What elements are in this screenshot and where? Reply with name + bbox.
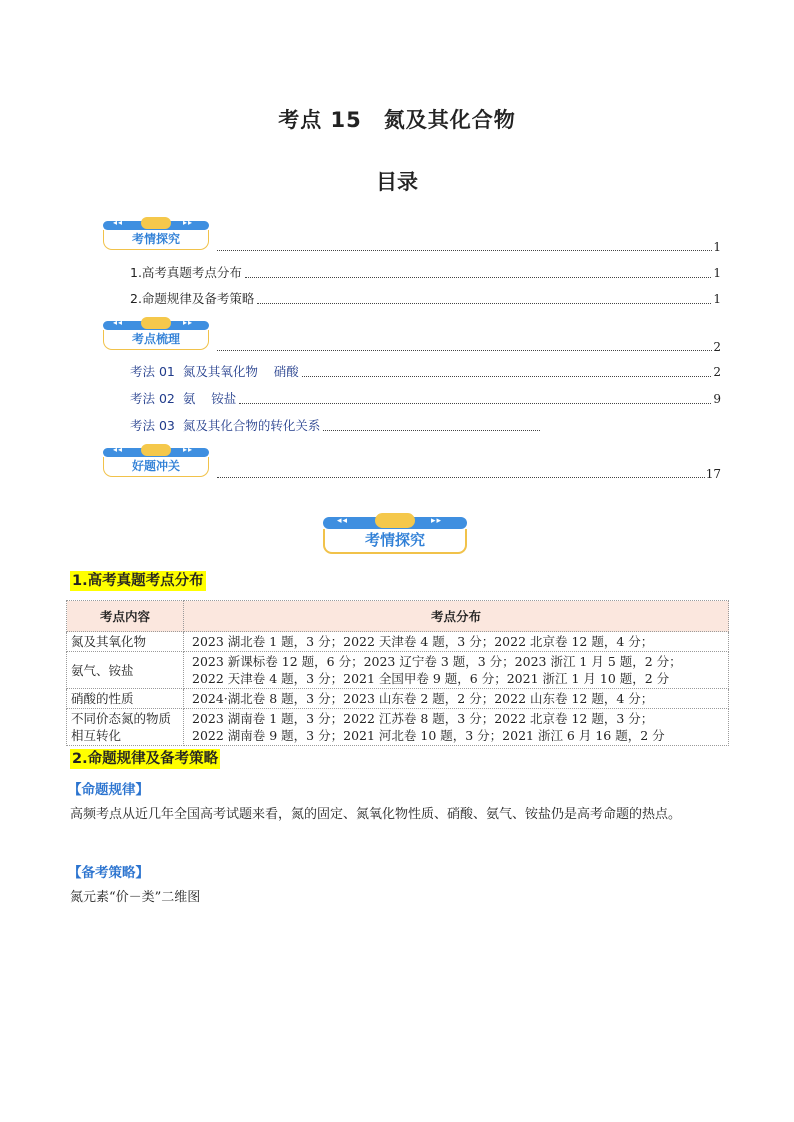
distribution-cell <box>184 652 729 689</box>
dot-leader <box>217 477 705 478</box>
toc-entry-explore[interactable] <box>215 240 721 254</box>
badge-practice-label: 好题冲关 <box>103 457 209 477</box>
toc-label: 1.高考真题考点分布 <box>130 265 242 280</box>
toc-label: 考法 01 氮及其氧化物 硝酸 <box>130 364 299 379</box>
toc-label: 2.命题规律及备考策略 <box>130 291 255 306</box>
title-prefix: 考点 15 <box>278 108 362 132</box>
topic-cell: 氮及其氧化物 <box>67 632 184 652</box>
dot-leader <box>217 250 712 251</box>
rule-text: 高频考点从近几年全国高考试题来看，氮的固定、氮氧化物性质、硝酸、氨气、铵盐仍是高考命题的热点。 <box>70 807 682 822</box>
toc-page: 9 <box>713 392 721 406</box>
badge-explore: ◂◂ ▸▸ 考情探究 <box>103 221 209 251</box>
distribution-line: 2023 新课标卷 12 题，6 分；2023 辽宁卷 3 题，3 分；2023 浙江 1 月 5 题，2 分； <box>192 654 682 669</box>
badge-review-label: 考点梳理 <box>103 330 209 350</box>
badge-practice: ◂◂ ▸▸ 好题冲关 <box>103 448 209 478</box>
distribution-line: 2022 湖南卷 9 题，3 分；2021 河北卷 10 题，3 分；2021 浙江 6 月 16 题，2 分 <box>192 728 665 743</box>
distribution-cell <box>184 709 729 746</box>
strategy-title: 【备考策略】 <box>68 865 149 881</box>
dot-leader <box>245 277 711 278</box>
toc-entry-law3[interactable] <box>130 418 542 434</box>
toc-page: 1 <box>713 240 721 254</box>
section-badge-explore: ◂◂ ▸▸ 考情探究 <box>323 517 467 555</box>
column-header: 考点内容 <box>67 601 184 632</box>
toc-label: 考法 02 氨 铵盐 <box>130 391 237 406</box>
toc-page: 2 <box>713 365 721 379</box>
toc-entry-law2[interactable] <box>130 391 721 407</box>
section-badge-label: 考情探究 <box>323 529 467 554</box>
distribution-line: 2023 湖北卷 1 题，3 分；2022 天津卷 4 题，3 分；2022 北京卷 12 题，4 分； <box>192 634 654 649</box>
exam-distribution-table <box>66 600 729 746</box>
table-row <box>67 632 729 652</box>
toc-entry-review[interactable] <box>215 340 721 354</box>
table-row <box>67 709 729 746</box>
section2-heading: 2.命题规律及备考策略 <box>72 751 219 767</box>
distribution-line: 2023 湖南卷 1 题，3 分；2022 江苏卷 8 题，3 分；2022 北京卷 12 题，3 分； <box>192 711 654 726</box>
toc-page: 2 <box>713 340 721 354</box>
dot-leader <box>323 430 540 431</box>
badge-review: ◂◂ ▸▸ 考点梳理 <box>103 321 209 351</box>
column-header: 考点分布 <box>184 601 729 632</box>
topic-cell: 不同价态氮的物质相互转化 <box>67 709 184 746</box>
dot-leader <box>239 403 711 404</box>
topic-cell: 硝酸的性质 <box>67 689 184 709</box>
section1-heading: 1.高考真题考点分布 <box>72 573 204 589</box>
strategy-text: 氮元素“价－类”二维图 <box>70 890 201 905</box>
distribution-cell <box>184 632 729 652</box>
distribution-line: 2024·湖北卷 8 题，3 分；2023 山东卷 2 题，2 分；2022 山东卷 12 题，4 分； <box>192 691 654 706</box>
distribution-line: 2022 天津卷 4 题，3 分；2021 全国甲卷 9 题，6 分；2021 浙江 1 月 10 题，2 分 <box>192 671 670 686</box>
table-header-row <box>67 601 729 632</box>
topic-cell: 氨气、铵盐 <box>67 652 184 689</box>
toc-page: 1 <box>713 292 721 306</box>
toc-page: 1 <box>713 266 721 280</box>
table-row <box>67 652 729 689</box>
badge-explore-label: 考情探究 <box>103 230 209 250</box>
distribution-cell <box>184 689 729 709</box>
toc-entry-item2[interactable] <box>130 291 721 307</box>
toc-entry-law1[interactable] <box>130 364 721 380</box>
page-title <box>0 104 794 134</box>
title-main: 氮及其化合物 <box>383 108 516 132</box>
toc-label: 考法 03 氮及其化合物的转化关系 <box>130 418 321 433</box>
toc-heading: 目录 <box>376 170 418 194</box>
dot-leader <box>302 376 712 377</box>
dot-leader <box>217 350 712 351</box>
toc-entry-practice[interactable] <box>215 467 721 481</box>
dot-leader <box>257 303 711 304</box>
table-row <box>67 689 729 709</box>
rule-title: 【命题规律】 <box>68 782 149 798</box>
toc-entry-item1[interactable] <box>130 265 721 281</box>
toc-page: 17 <box>705 467 721 481</box>
